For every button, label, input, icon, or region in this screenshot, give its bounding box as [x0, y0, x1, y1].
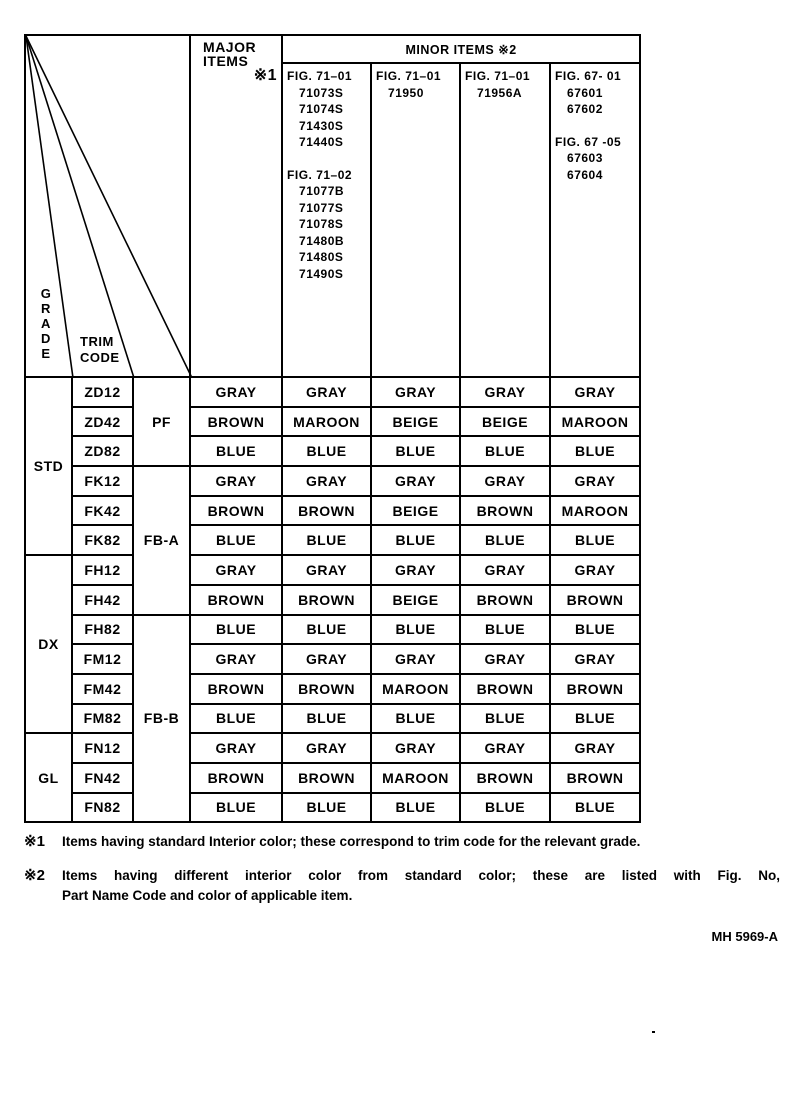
- minor-color-cell: MAROON: [550, 496, 640, 526]
- part-code: 67601: [567, 85, 603, 100]
- diagonal-header-cell: [25, 35, 190, 377]
- trim-code-cell: FK12: [72, 466, 133, 496]
- minor-color-cell: GRAY: [282, 555, 371, 585]
- grade-cell: DX: [25, 555, 72, 733]
- trim-row: [25, 525, 640, 555]
- trim-code-cell: FM42: [72, 674, 133, 704]
- minor-color-cell: GRAY: [282, 466, 371, 496]
- trim-code-cell: ZD82: [72, 436, 133, 466]
- minor-color-cell: GRAY: [460, 555, 550, 585]
- print-speck: [652, 1031, 655, 1033]
- minor-color-cell: BLUE: [371, 525, 460, 555]
- minor-color-cell: GRAY: [550, 733, 640, 763]
- footnote-2-line-2: Part Name Code and color of applicable item.: [62, 888, 353, 903]
- minor-color-cell: BLUE: [460, 793, 550, 823]
- minor-color-cell: GRAY: [460, 733, 550, 763]
- major-items-mark: ※1: [253, 67, 278, 84]
- trim-row: [25, 674, 640, 704]
- footnote-2-line-1: Items having different interior color from standard color; these are listed with Fig. No,: [62, 868, 780, 883]
- minor-color-cell: BEIGE: [460, 407, 550, 437]
- minor-color-cell: BROWN: [460, 674, 550, 704]
- minor-color-cell: GRAY: [550, 644, 640, 674]
- minor-color-cell: BLUE: [371, 704, 460, 734]
- trim-code-cell: ZD42: [72, 407, 133, 437]
- trim-code-cell: ZD12: [72, 377, 133, 407]
- trim-row: [25, 407, 640, 437]
- minor-color-cell: BEIGE: [371, 496, 460, 526]
- trim-row: [25, 436, 640, 466]
- figure-number: FIG. 71–01: [465, 69, 531, 83]
- minor-color-cell: MAROON: [371, 674, 460, 704]
- major-items-label: MAJOR ITEMS: [203, 39, 257, 69]
- trim-row: [25, 466, 640, 496]
- figure-number: FIG. 67 -05: [555, 134, 622, 149]
- grade-label: G R A D E: [40, 286, 52, 361]
- major-color-cell: BROWN: [190, 496, 282, 526]
- major-color-cell: BLUE: [190, 615, 282, 645]
- minor-color-cell: GRAY: [282, 644, 371, 674]
- minor-color-cell: BLUE: [282, 793, 371, 823]
- minor-color-cell: BLUE: [550, 525, 640, 555]
- major-color-cell: BROWN: [190, 763, 282, 793]
- minor-item-figure-column: [282, 63, 371, 377]
- minor-color-cell: BLUE: [282, 704, 371, 734]
- minor-color-cell: BLUE: [460, 615, 550, 645]
- major-color-cell: GRAY: [190, 555, 282, 585]
- part-code: 71950: [388, 85, 424, 100]
- minor-color-cell: BLUE: [371, 436, 460, 466]
- major-color-cell: BLUE: [190, 704, 282, 734]
- minor-color-cell: BROWN: [550, 585, 640, 615]
- major-color-cell: BLUE: [190, 525, 282, 555]
- minor-color-cell: BLUE: [282, 436, 371, 466]
- seat-material-cell: PF: [133, 377, 190, 466]
- part-code: 71073S: [299, 85, 344, 100]
- trim-row: [25, 733, 640, 763]
- minor-color-cell: BLUE: [282, 615, 371, 645]
- trim-row: [25, 496, 640, 526]
- part-code: 67603: [567, 151, 603, 165]
- part-code: 67602: [567, 102, 603, 116]
- part-code: 71430S: [299, 118, 344, 133]
- minor-color-cell: BLUE: [550, 793, 640, 823]
- minor-color-cell: GRAY: [371, 466, 460, 496]
- figure-number: FIG. 71–01: [376, 69, 442, 83]
- minor-color-cell: GRAY: [371, 644, 460, 674]
- minor-color-cell: BLUE: [550, 615, 640, 645]
- major-color-cell: BROWN: [190, 585, 282, 615]
- minor-color-cell: BROWN: [460, 496, 550, 526]
- minor-color-cell: BROWN: [550, 674, 640, 704]
- diagonal-lines: [26, 36, 192, 378]
- trim-row: [25, 555, 640, 585]
- minor-color-cell: GRAY: [282, 377, 371, 407]
- part-code: 71490S: [299, 266, 344, 281]
- minor-color-cell: BROWN: [282, 585, 371, 615]
- part-code: 71480S: [299, 250, 344, 264]
- major-color-cell: BROWN: [190, 407, 282, 437]
- minor-color-cell: BROWN: [282, 763, 371, 793]
- part-code: 71956A: [477, 85, 523, 100]
- part-code: 71077B: [299, 184, 345, 198]
- trim-code-cell: FN12: [72, 733, 133, 763]
- minor-color-cell: GRAY: [460, 466, 550, 496]
- minor-color-cell: BLUE: [460, 525, 550, 555]
- minor-color-cell: GRAY: [282, 733, 371, 763]
- minor-color-cell: BROWN: [550, 763, 640, 793]
- trim-code-cell: FM12: [72, 644, 133, 674]
- major-color-cell: BLUE: [190, 436, 282, 466]
- minor-items-header: MINOR ITEMS ※2: [282, 35, 640, 63]
- major-items-header: [190, 35, 282, 377]
- minor-item-figure-column: [550, 63, 640, 377]
- trim-row: [25, 585, 640, 615]
- seat-material-cell: FB-A: [133, 466, 190, 614]
- part-code: 71480B: [299, 233, 345, 248]
- minor-color-cell: MAROON: [282, 407, 371, 437]
- trim-row: [25, 644, 640, 674]
- part-code: [287, 151, 366, 167]
- minor-color-cell: GRAY: [550, 555, 640, 585]
- part-code: [555, 118, 635, 134]
- minor-item-figure-column: [460, 63, 550, 377]
- part-code: 71078S: [299, 217, 344, 231]
- part-code: 71440S: [299, 135, 344, 149]
- seat-material-cell: FB-B: [133, 615, 190, 823]
- footnote-2: [24, 866, 780, 906]
- footnote-1: [24, 832, 780, 852]
- trim-row: [25, 763, 640, 793]
- minor-color-cell: GRAY: [550, 377, 640, 407]
- footnote-2-mark: ※2: [24, 867, 45, 884]
- minor-color-cell: BLUE: [371, 615, 460, 645]
- major-color-cell: GRAY: [190, 466, 282, 496]
- major-color-cell: BLUE: [190, 793, 282, 823]
- minor-color-cell: BLUE: [460, 436, 550, 466]
- trim-code-cell: FK42: [72, 496, 133, 526]
- trim-color-table: [24, 34, 641, 823]
- minor-color-cell: BLUE: [282, 525, 371, 555]
- minor-color-cell: BEIGE: [371, 407, 460, 437]
- header-row-1: [25, 35, 640, 63]
- figure-number: FIG. 67- 01: [555, 69, 622, 83]
- footnote-1-text: Items having standard Interior color; these correspond to trim code for the relevant grade.: [62, 834, 641, 849]
- grade-cell: GL: [25, 733, 72, 822]
- minor-color-cell: GRAY: [460, 377, 550, 407]
- minor-item-figure-column: [371, 63, 460, 377]
- minor-color-cell: MAROON: [550, 407, 640, 437]
- trim-code-label: TRIM CODE: [80, 334, 120, 365]
- major-color-cell: BROWN: [190, 674, 282, 704]
- trim-row: [25, 377, 640, 407]
- major-color-cell: GRAY: [190, 377, 282, 407]
- figure-number: FIG. 71–02: [287, 167, 353, 182]
- grade-cell: STD: [25, 377, 72, 555]
- part-code: 67604: [567, 167, 603, 182]
- minor-color-cell: MAROON: [371, 763, 460, 793]
- trim-code-cell: FN42: [72, 763, 133, 793]
- minor-color-cell: BROWN: [460, 585, 550, 615]
- trim-code-cell: FH12: [72, 555, 133, 585]
- minor-color-cell: GRAY: [550, 466, 640, 496]
- minor-color-cell: BROWN: [282, 496, 371, 526]
- minor-color-cell: BLUE: [550, 436, 640, 466]
- trim-code-cell: FM82: [72, 704, 133, 734]
- trim-code-cell: FN82: [72, 793, 133, 823]
- trim-code-cell: FH42: [72, 585, 133, 615]
- minor-color-cell: GRAY: [371, 555, 460, 585]
- footnote-1-mark: ※1: [24, 833, 45, 850]
- minor-color-cell: BLUE: [371, 793, 460, 823]
- part-code: 71077S: [299, 200, 344, 215]
- trim-row: [25, 615, 640, 645]
- trim-code-cell: FK82: [72, 525, 133, 555]
- minor-color-cell: BROWN: [460, 763, 550, 793]
- figure-number: FIG. 71–01: [287, 69, 353, 83]
- minor-color-cell: BLUE: [460, 704, 550, 734]
- minor-color-cell: GRAY: [460, 644, 550, 674]
- minor-color-cell: BEIGE: [371, 585, 460, 615]
- minor-color-cell: BROWN: [282, 674, 371, 704]
- minor-color-cell: GRAY: [371, 733, 460, 763]
- major-color-cell: GRAY: [190, 644, 282, 674]
- part-code: 71074S: [299, 102, 344, 116]
- trim-row: [25, 704, 640, 734]
- footnotes: [24, 832, 780, 920]
- minor-color-cell: GRAY: [371, 377, 460, 407]
- minor-color-cell: BLUE: [550, 704, 640, 734]
- major-color-cell: GRAY: [190, 733, 282, 763]
- trim-row: [25, 793, 640, 823]
- reference-code: MH 5969-A: [711, 929, 778, 944]
- trim-code-cell: FH82: [72, 615, 133, 645]
